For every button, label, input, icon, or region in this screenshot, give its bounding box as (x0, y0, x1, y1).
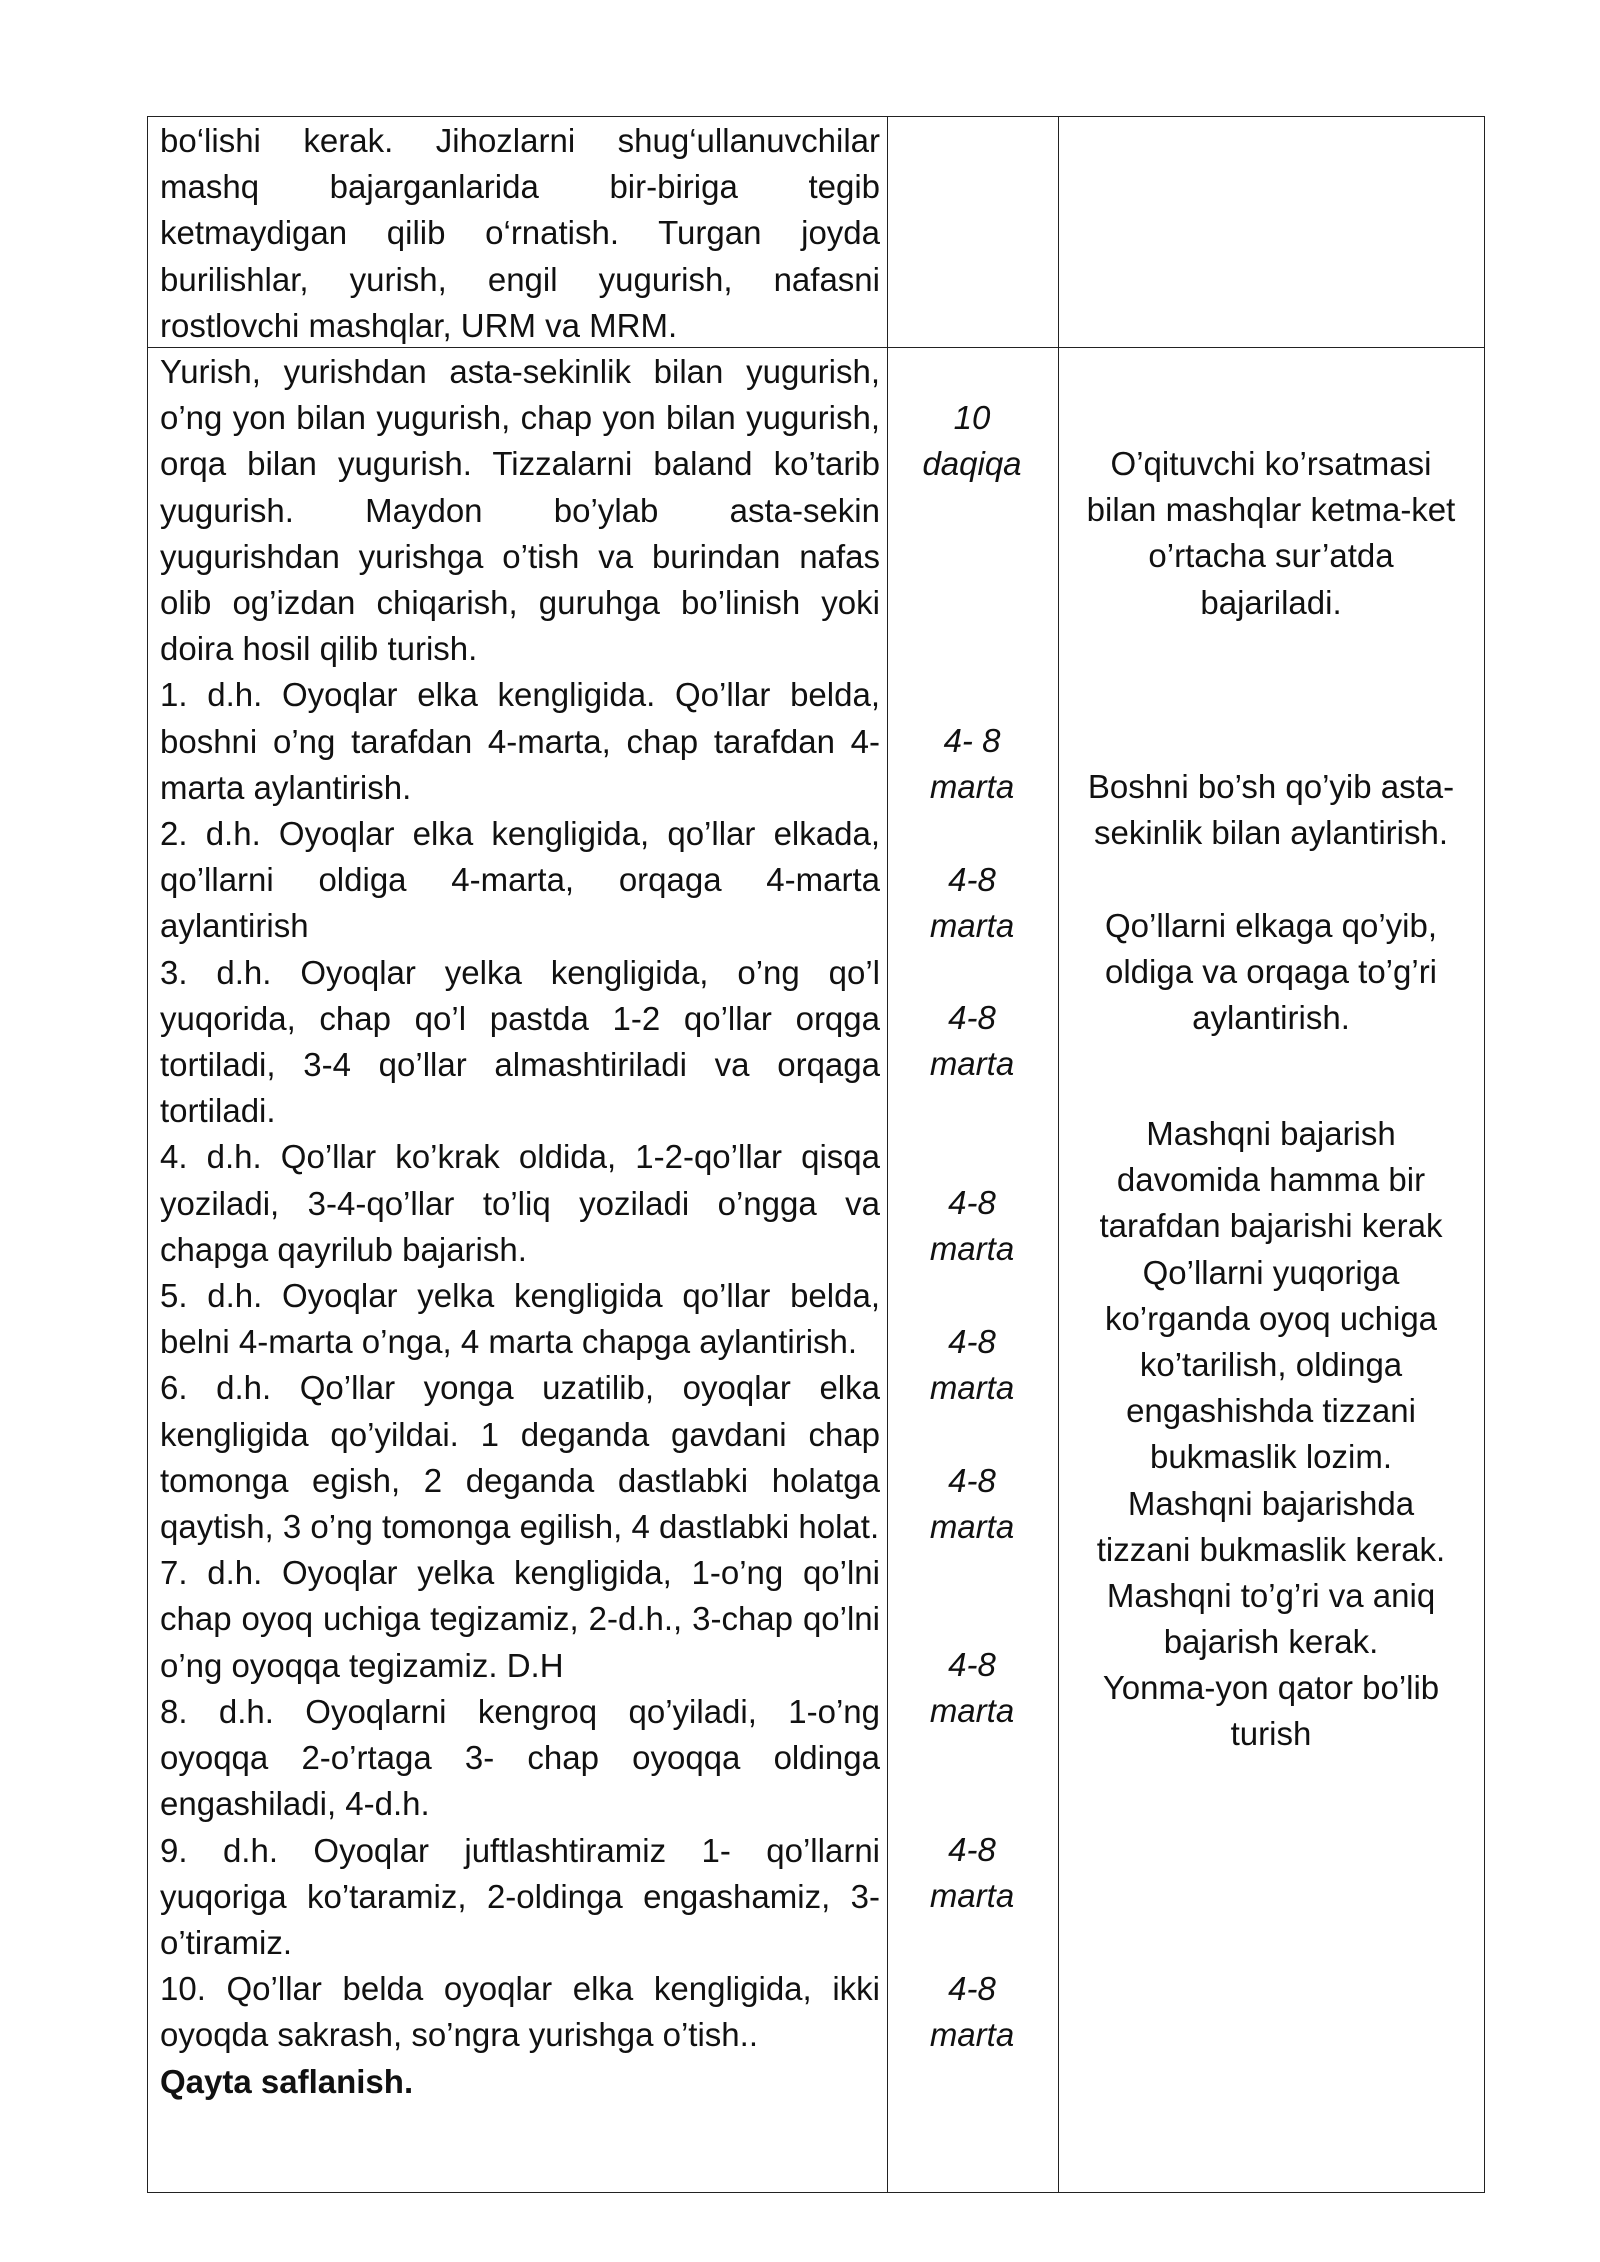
note-line: oldiga va orqaga to’g’ri (1104, 953, 1438, 991)
reps-count: 4-8 (948, 999, 996, 1036)
note-line: Mashqni to’g’ri va aniq (1106, 1576, 1436, 1614)
note-line: ko’rganda oyoq uchiga (1104, 1299, 1438, 1337)
reps-unit: marta (929, 1508, 1015, 1546)
dosage-reps (890, 2104, 1054, 2196)
dosage-reps (890, 1966, 1054, 2058)
exercise-item: 3. d.h. Oyoqlar yelka kengligida, o’ng qo’l yuqorida, chap qo’l pastda 1-2 qo’llar orqga tortiladi, 3-4 qo’llar almashtiriladi va orqaga tortiladi. (160, 953, 880, 1130)
reps-unit: marta (929, 1877, 1015, 1915)
note-line: engashishda tizzani (1126, 1392, 1416, 1430)
dosage-reps (890, 1642, 1054, 1734)
exercise-item: 10. Qo’llar belda oyoqlar elka kengligida, ikki oyoqda sakrash, so’ngra yurishga o’tish.. (160, 1970, 880, 2054)
exercise-item: 5. d.h. Oyoqlar yelka kengligida qo’llar belda, belni 4-marta o’nga, 4 marta chapga aylantirish. (160, 1277, 880, 1361)
method-note (1064, 1111, 1478, 1758)
closing-line: Qayta saflanish. (160, 2062, 414, 2100)
reps-count: 4- 8 (943, 722, 1001, 759)
method-note (1064, 764, 1478, 856)
method-note (1064, 903, 1478, 1042)
note-line: davomida hamma bir (1116, 1161, 1426, 1199)
reps-unit: marta (929, 1230, 1015, 1268)
note-line: Yonma-yon qator bo’lib (1102, 1669, 1440, 1707)
note-line: sekinlik bilan aylantirish. (1094, 814, 1448, 852)
note-line: Qo’llarni elkaga qo’yib, (1104, 907, 1437, 944)
method-note (1064, 441, 1478, 626)
reps-unit: marta (929, 1692, 1015, 1730)
row1-content-cell (160, 118, 880, 349)
reps-unit: marta (929, 1045, 1015, 1083)
dosage-reps (890, 995, 1054, 1087)
reps-unit: marta (929, 768, 1015, 806)
lesson-table (147, 116, 1485, 2193)
dosage-reps (890, 1827, 1054, 1919)
warmup-intro: Yurish, yurishdan asta-sekinlik bilan yugurish, o’ng yon bilan yugurish, chap yon bilan yugurish, orqa bilan yugurish. Tizzalarni baland ko’tarib yugurish. Maydon bo’ylab asta-sekin yugurishdan yurishga o’tish va burindan nafas olib og’izdan chiqarish, guruhga bo’linish yoki doira hosil qilib turish. (160, 353, 880, 668)
note-line: Boshni bo’sh qo’yib asta- (1087, 768, 1455, 805)
dosage-reps (890, 1458, 1054, 1550)
note-line: bukmaslik lozim. (1149, 1438, 1393, 1476)
note-line: Qo’llarni yuqoriga (1142, 1253, 1400, 1291)
reps-unit (890, 2150, 1054, 2196)
exercise-item: 9. d.h. Oyoqlar juftlashtiramiz 1- qo’llarni yuqoriga ko’taramiz, 2-oldinga engashamiz, 3-o’tiramiz. (160, 1831, 880, 1961)
reps-count (890, 2104, 1054, 2150)
reps-count: 4-8 (948, 1323, 996, 1360)
reps-unit: marta (929, 907, 1015, 945)
note-line: Mashqni bajarish (1146, 1115, 1396, 1152)
dosage-reps (890, 1319, 1054, 1411)
note-line: bajarish kerak. (1163, 1623, 1379, 1661)
reps-count: 4-8 (948, 1462, 996, 1499)
reps-count: 4-8 (948, 1831, 996, 1868)
reps-count: 4-8 (948, 1184, 996, 1221)
exercise-item: 8. d.h. Oyoqlarni kengroq qo’yiladi, 1-o’ng oyoqqa 2-o’rtaga 3- chap oyoqqa oldinga engashiladi, 4-d.h. (160, 1692, 880, 1823)
note-line: O’qituvchi ko’rsatmasi (1110, 445, 1432, 482)
note-line: tizzani bukmaslik kerak. (1096, 1530, 1446, 1568)
dosage-reps (890, 1180, 1054, 1272)
dosage-reps (890, 718, 1054, 810)
note-line: ko’tarilish, oldinga (1139, 1345, 1403, 1383)
duration-value: 10 (953, 399, 991, 436)
note-line: aylantirish. (1192, 999, 1350, 1037)
note-line: tarafdan bajarishi kerak (1099, 1207, 1443, 1245)
note-line: o’rtacha sur’atda (1148, 537, 1394, 575)
column-divider (1058, 117, 1059, 2192)
dosage-reps (890, 857, 1054, 949)
reps-unit: marta (929, 1369, 1015, 1407)
row2-content-cell (160, 349, 880, 2105)
duration (890, 395, 1054, 487)
column-divider (887, 117, 888, 2192)
reps-count: 4-8 (948, 1970, 996, 2007)
exercise-item: 2. d.h. Oyoqlar elka kengligida, qo’llar elkada, qo’llarni oldiga 4-marta, orqaga 4-marta aylantirish (160, 815, 880, 945)
duration-unit: daqiqa (922, 445, 1022, 483)
exercise-item: 4. d.h. Qo’llar ko’krak oldida, 1-2-qo’llar qisqa yoziladi, 3-4-qo’llar to’liq yoziladi o’ngga va chapga qayrilub bajarish. (160, 1138, 880, 1268)
reps-count: 4-8 (948, 861, 996, 898)
note-line: Mashqni bajarishda (1127, 1484, 1415, 1522)
note-line: bajariladi. (1200, 583, 1342, 621)
reps-unit: marta (929, 2016, 1015, 2054)
exercise-item: 6. d.h. Qo’llar yonga uzatilib, oyoqlar elka kengligida qo’yildai. 1 deganda gavdani chap tomonga egish, 2 deganda dastlabki holatga qaytish, 3 o’ng tomonga egilish, 4 dastlabki holat. (160, 1369, 880, 1546)
note-line: bilan mashqlar ketma-ket (1086, 491, 1456, 529)
note-line: turish (1230, 1715, 1312, 1753)
exercise-item: 1. d.h. Oyoqlar elka kengligida. Qo’llar belda, boshni o’ng tarafdan 4-marta, chap tarafdan 4-marta aylantirish. (160, 676, 880, 806)
exercise-item: 7. d.h. Oyoqlar yelka kengligida, 1-o’ng qo’lni chap oyoq uchiga tegizamiz, 2-d.h., 3-chap qo’lni o’ng oyoqqa tegizamiz. D.H (160, 1554, 880, 1684)
row1-text: bo‘lishi kerak. Jihozlarni shug‘ullanuvchilar mashq bajarganlarida bir-biriga tegib ketmaydigan qilib o‘rnatish. Turgan joyda burilishlar, yurish, engil yugurish, nafasni rostlovchi mashqlar, URM va MRM. (160, 122, 880, 344)
reps-count: 4-8 (948, 1646, 996, 1683)
